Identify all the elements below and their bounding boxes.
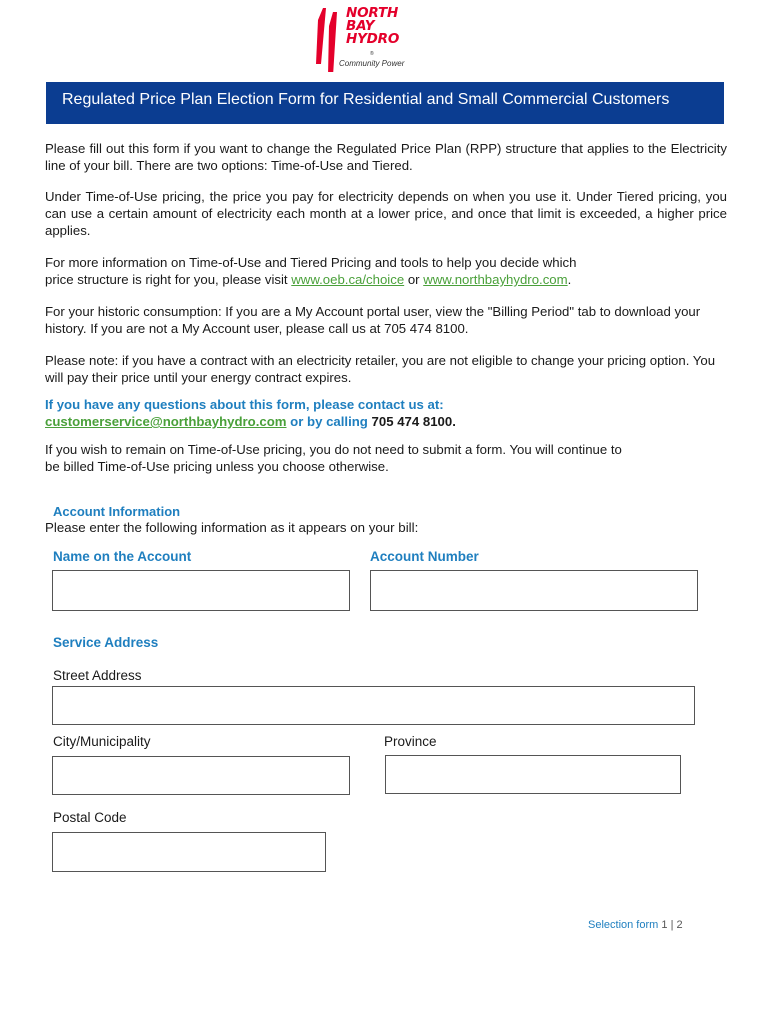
logo-wordmark: NORTH BAY HYDRO bbox=[346, 5, 400, 47]
page-footer bbox=[588, 919, 683, 931]
intro-paragraph-rpp: Please fill out this form if you want to change the Regulated Price Plan (RPP) structure that applies to the Electricity line of your bill. There are two options: Time-of-Use and Tiered. bbox=[45, 141, 727, 173]
customer-service-email-link[interactable]: customerservice@northbayhydro.com bbox=[45, 414, 287, 429]
oeb-choice-link[interactable]: www.oeb.ca/choice bbox=[291, 272, 405, 287]
street-address-label: Street Address bbox=[53, 668, 142, 683]
contact-phone: 705 474 8100. bbox=[371, 414, 456, 429]
account-info-instructions: Please enter the following information as it appears on your bill: bbox=[45, 520, 419, 535]
footer-label: Selection form bbox=[588, 919, 659, 931]
intro-paragraph-pricing: Under Time-of-Use pricing, the price you pay for electricity depends on when you use it. Under Tiered pricing, you can use a certain amount of electricity each month at a lower price, and once that limit is exceeded, a higher price applies. bbox=[45, 189, 727, 238]
postal-code-label: Postal Code bbox=[53, 810, 127, 825]
province-label: Province bbox=[384, 734, 437, 749]
intro-paragraph-more-info: For more information on Time-of-Use and Tiered Pricing and tools to help you decide which price structure is right for you, please visit www.oeb.ca/choice or www.northbayhydro.com. bbox=[45, 255, 577, 287]
page-separator: | bbox=[670, 919, 674, 931]
service-address-heading: Service Address bbox=[53, 635, 159, 650]
province-input[interactable] bbox=[385, 755, 681, 794]
name-on-account-input[interactable] bbox=[52, 570, 350, 611]
postal-code-input[interactable] bbox=[52, 832, 326, 872]
northbayhydro-website-link[interactable]: www.northbayhydro.com bbox=[423, 272, 568, 287]
account-number-label: Account Number bbox=[370, 549, 479, 564]
city-municipality-input[interactable] bbox=[52, 756, 350, 795]
page-total: 2 bbox=[676, 919, 683, 931]
logo-tagline: Community Power bbox=[339, 59, 405, 68]
account-number-input[interactable] bbox=[370, 570, 698, 611]
logo-registered-mark: ® bbox=[370, 51, 374, 57]
page-title: Regulated Price Plan Election Form for Residential and Small Commercial Customers bbox=[62, 91, 670, 108]
page-number: 1 bbox=[661, 919, 668, 931]
intro-paragraph-retailer-note: Please note: if you have a contract with an electricity retailer, you are not eligible to change your pricing option. You will pay their price until your energy contract expires. bbox=[45, 353, 716, 385]
name-on-account-label: Name on the Account bbox=[53, 549, 192, 564]
city-municipality-label: City/Municipality bbox=[53, 734, 151, 749]
remain-tou-paragraph: If you wish to remain on Time-of-Use pricing, you do not need to submit a form. You will continue to be billed Time-of-Use pricing unless you choose otherwise. bbox=[45, 442, 622, 474]
street-address-input[interactable] bbox=[52, 686, 695, 725]
intro-paragraph-history: For your historic consumption: If you are a My Account portal user, view the "Billing Period" tab to download your history. If you are not a My Account user, please call us at 705 474 8100. bbox=[45, 304, 701, 336]
contact-paragraph: If you have any questions about this form, please contact us at: customerservice@northbayhydro.com or by calling 705 474 8100. bbox=[45, 397, 456, 429]
account-info-heading: Account Information bbox=[53, 504, 181, 519]
